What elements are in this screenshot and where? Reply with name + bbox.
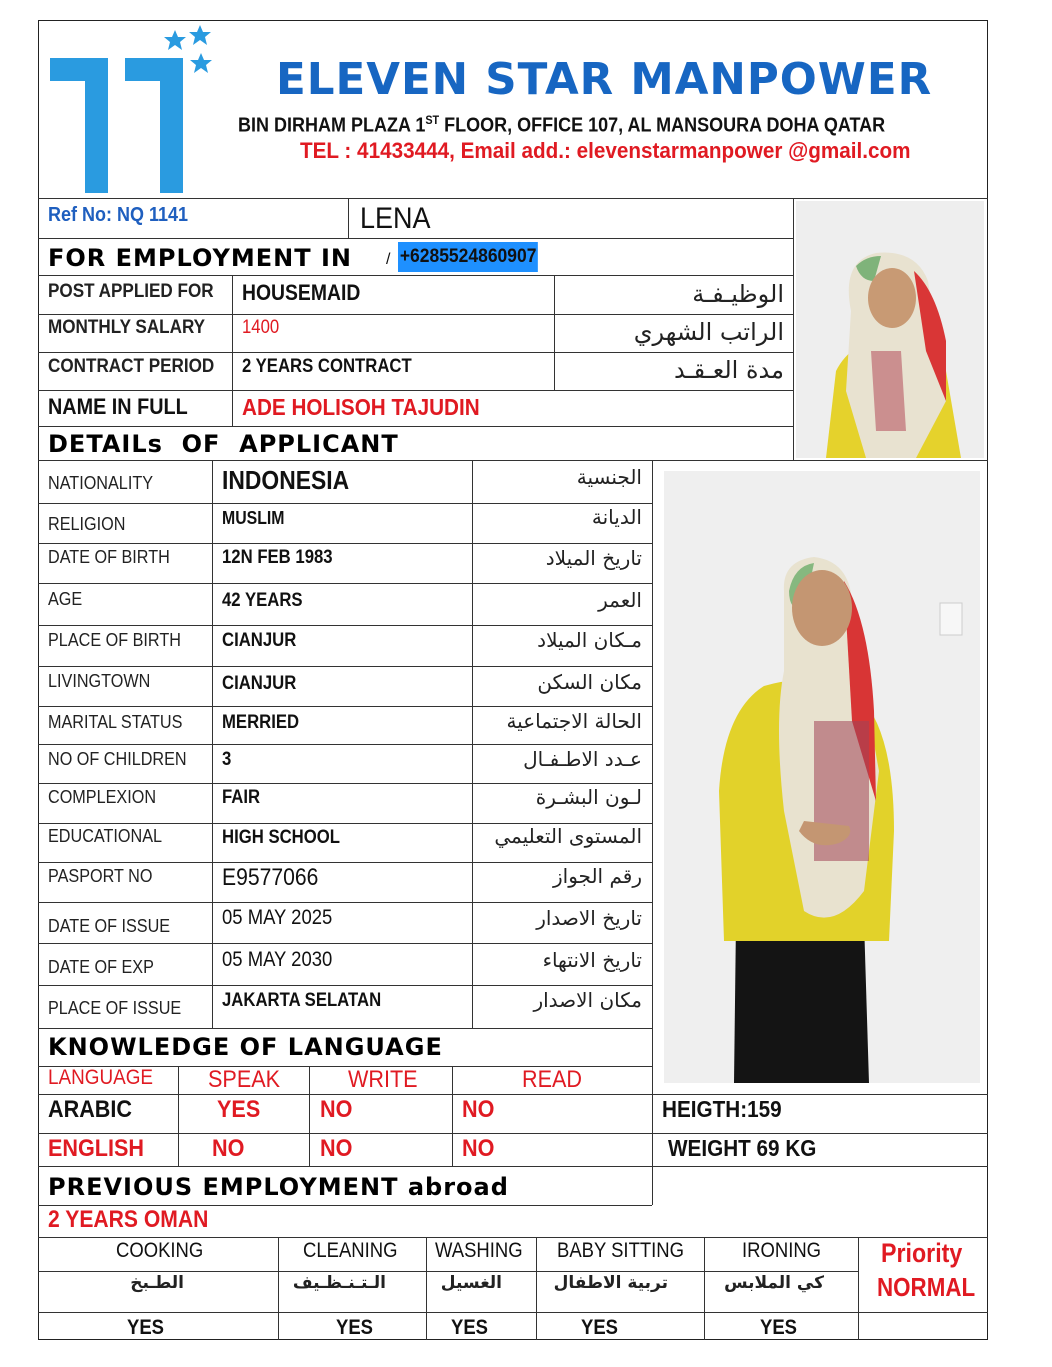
detail-arabic: تاريخ الانتهاء: [542, 948, 642, 972]
job-post-label: POST APPLIED FOR: [48, 281, 214, 302]
detail-arabic: تاريخ الميلاد: [545, 546, 642, 570]
detail-label: DATE OF ISSUE: [48, 916, 171, 936]
lang-header-speak: SPEAK: [208, 1066, 281, 1093]
detail-value: JAKARTA SELATAN: [222, 990, 382, 1011]
divider: [38, 1028, 652, 1029]
company-logo: [45, 25, 220, 195]
detail-arabic: مـكان الميلاد: [537, 628, 642, 652]
detail-arabic: لـون البشـرة: [535, 785, 642, 809]
detail-arabic: العمر: [598, 588, 642, 612]
divider: [38, 1133, 988, 1134]
fullname-value: ADE HOLISOH TAJUDIN: [242, 394, 480, 420]
detail-arabic: الحالة الاجتماعية: [506, 709, 642, 733]
language-title: KNOWLEDGE OF LANGUAGE: [48, 1033, 443, 1061]
detail-label: COMPLEXION: [48, 787, 157, 807]
lang-arabic-write: NO: [320, 1096, 353, 1123]
detail-value: 12N FEB 1983: [222, 547, 333, 568]
detail-value: E9577066: [222, 864, 319, 891]
detail-label: LIVINGTOWN: [48, 671, 151, 691]
divider: [38, 275, 793, 276]
divider: [38, 902, 652, 903]
skill-cleaning-value: YES: [336, 1316, 373, 1339]
divider: [38, 1094, 988, 1095]
divider: [38, 1271, 858, 1272]
divider: [309, 1066, 310, 1166]
divider: [38, 625, 652, 626]
detail-label: NO OF CHILDREN: [48, 749, 187, 769]
job-post-arabic: الوظيـفـة: [692, 280, 784, 308]
detail-value: HIGH SCHOOL: [222, 827, 340, 848]
divider: [38, 390, 793, 391]
detail-label: RELIGION: [48, 514, 126, 534]
fullname-label: NAME IN FULL: [48, 394, 188, 419]
details-title: DETAILs OF APPLICANT: [48, 430, 399, 458]
detail-arabic: مكان السكن: [537, 670, 642, 694]
divider: [38, 1166, 988, 1167]
divider: [38, 543, 652, 544]
divider: [793, 198, 794, 460]
divider: [38, 352, 793, 353]
divider: [38, 985, 652, 986]
divider: [38, 583, 652, 584]
logo-eleven-graphic: [45, 25, 220, 195]
divider: [704, 1237, 705, 1340]
weight-value: WEIGHT 69 KG: [668, 1135, 817, 1161]
lang-arabic-speak: YES: [217, 1096, 261, 1123]
detail-label: MARITAL STATUS: [48, 712, 183, 732]
detail-label: DATE OF EXP: [48, 957, 154, 977]
divider: [426, 1237, 427, 1340]
detail-arabic: الجنسية: [576, 465, 642, 489]
detail-value: FAIR: [222, 787, 261, 808]
divider: [452, 1066, 453, 1166]
detail-arabic: عـدد الاطـفـال: [523, 747, 642, 771]
lang-header-write: WRITE: [348, 1066, 418, 1093]
skill-washing-arabic: الغسيل: [440, 1273, 502, 1293]
detail-arabic: الديانة: [591, 505, 642, 529]
priority-label: Priority: [881, 1238, 963, 1268]
company-name: ELEVEN STAR MANPOWER: [276, 54, 933, 105]
address-rest: FLOOR, OFFICE 107, AL MANSOURA DOHA QATAR: [439, 114, 886, 137]
height-value: HEIGTH:159: [662, 1096, 782, 1122]
detail-value: 05 MAY 2025: [222, 906, 333, 929]
lang-row-english: ENGLISH: [48, 1135, 145, 1162]
divider: [38, 783, 652, 784]
priority-value: NORMAL: [877, 1272, 976, 1302]
ref-number: Ref No: NQ 1141: [48, 204, 189, 226]
company-address: [238, 114, 885, 136]
detail-value: CIANJUR: [222, 673, 297, 694]
divider: [536, 1237, 537, 1340]
divider: [554, 275, 555, 390]
divider: [38, 1312, 988, 1313]
skill-ironing-value: YES: [760, 1316, 797, 1339]
detail-label: NATIONALITY: [48, 473, 154, 493]
lang-row-arabic: ARABIC: [48, 1096, 132, 1123]
divider: [38, 706, 652, 707]
detail-label: PLACE OF ISSUE: [48, 998, 182, 1018]
detail-value: 3: [222, 749, 232, 770]
job-salary-value: 1400: [242, 317, 280, 338]
divider: [38, 943, 652, 944]
previous-value: 2 YEARS OMAN: [48, 1206, 209, 1233]
address-sup: ST: [425, 113, 440, 127]
lang-header-language: LANGUAGE: [48, 1066, 154, 1089]
applicant-photo-small: [796, 201, 984, 458]
skill-cooking-value: YES: [127, 1316, 164, 1339]
detail-value: 05 MAY 2030: [222, 948, 333, 971]
skill-cooking: COOKING: [116, 1239, 204, 1262]
skill-cleaning: CLEANING: [303, 1239, 398, 1262]
detail-value: CIANJUR: [222, 630, 297, 651]
lang-english-write: NO: [320, 1135, 353, 1162]
detail-arabic: المستوى التعليمي: [494, 824, 642, 848]
employment-phone[interactable]: +6285524860907: [398, 242, 538, 272]
divider: [38, 744, 652, 745]
divider: [38, 862, 652, 863]
lang-english-read: NO: [462, 1135, 495, 1162]
header-divider: [38, 198, 988, 199]
lang-arabic-read: NO: [462, 1096, 495, 1123]
person-figure-large: [664, 471, 980, 1083]
applicant-nickname: LENA: [360, 202, 431, 235]
detail-value: 42 YEARS: [222, 590, 303, 611]
divider: [232, 275, 233, 426]
company-contact: TEL : 41433444, Email add.: elevenstarmanpower @gmail.com: [300, 138, 911, 163]
detail-label: PLACE OF BIRTH: [48, 630, 181, 650]
address-part: BIN DIRHAM PLAZA 1: [238, 114, 426, 137]
skill-baby-sitting-value: YES: [581, 1316, 618, 1339]
divider: [38, 1237, 988, 1238]
employment-label: FOR EMPLOYMENT IN: [48, 244, 352, 272]
detail-label: PASPORT NO: [48, 866, 153, 886]
divider: [38, 503, 652, 504]
employment-separator: /: [386, 251, 391, 268]
detail-label: DATE OF BIRTH: [48, 547, 170, 567]
detail-value: INDONESIA: [222, 465, 350, 495]
skill-baby-sitting-arabic: تربية الاطفال: [553, 1273, 668, 1293]
skill-cooking-arabic: الطـبخ: [130, 1273, 184, 1293]
divider: [278, 1237, 279, 1340]
detail-label: EDUCATIONAL: [48, 826, 163, 846]
previous-title: PREVIOUS EMPLOYMENT abroad: [48, 1173, 509, 1201]
job-salary-label: MONTHLY SALARY: [48, 317, 206, 338]
person-figure-small: [796, 201, 984, 458]
detail-arabic: مكان الاصدار: [533, 988, 642, 1012]
job-contract-value: 2 YEARS CONTRACT: [242, 356, 412, 377]
job-salary-arabic: الراتب الشهري: [633, 318, 784, 346]
skill-ironing-arabic: كي الملابس: [724, 1273, 824, 1293]
divider: [38, 666, 652, 667]
divider: [38, 314, 793, 315]
job-post-value: HOUSEMAID: [242, 280, 361, 305]
applicant-photo-large: [664, 471, 980, 1083]
detail-value: MERRIED: [222, 712, 300, 733]
lang-header-read: READ: [522, 1066, 583, 1093]
job-contract-label: CONTRACT PERIOD: [48, 356, 215, 377]
skill-cleaning-arabic: الـتـنـظـيف: [292, 1273, 386, 1293]
job-contract-arabic: مدة العـقـد: [673, 356, 784, 384]
divider: [38, 460, 988, 461]
detail-label: AGE: [48, 589, 83, 609]
skill-washing: WASHING: [435, 1239, 523, 1262]
detail-arabic: تاريخ الاصدار: [536, 906, 642, 930]
divider: [858, 1237, 859, 1340]
divider: [38, 426, 793, 427]
lang-english-speak: NO: [212, 1135, 245, 1162]
skill-baby-sitting: BABY SITTING: [557, 1239, 685, 1262]
divider: [178, 1066, 179, 1166]
detail-arabic: رقم الجواز: [553, 864, 642, 888]
detail-value: MUSLIM: [222, 508, 285, 528]
divider: [348, 198, 349, 238]
divider: [38, 238, 793, 239]
skill-ironing: IRONING: [742, 1239, 822, 1262]
skill-washing-value: YES: [451, 1316, 488, 1339]
